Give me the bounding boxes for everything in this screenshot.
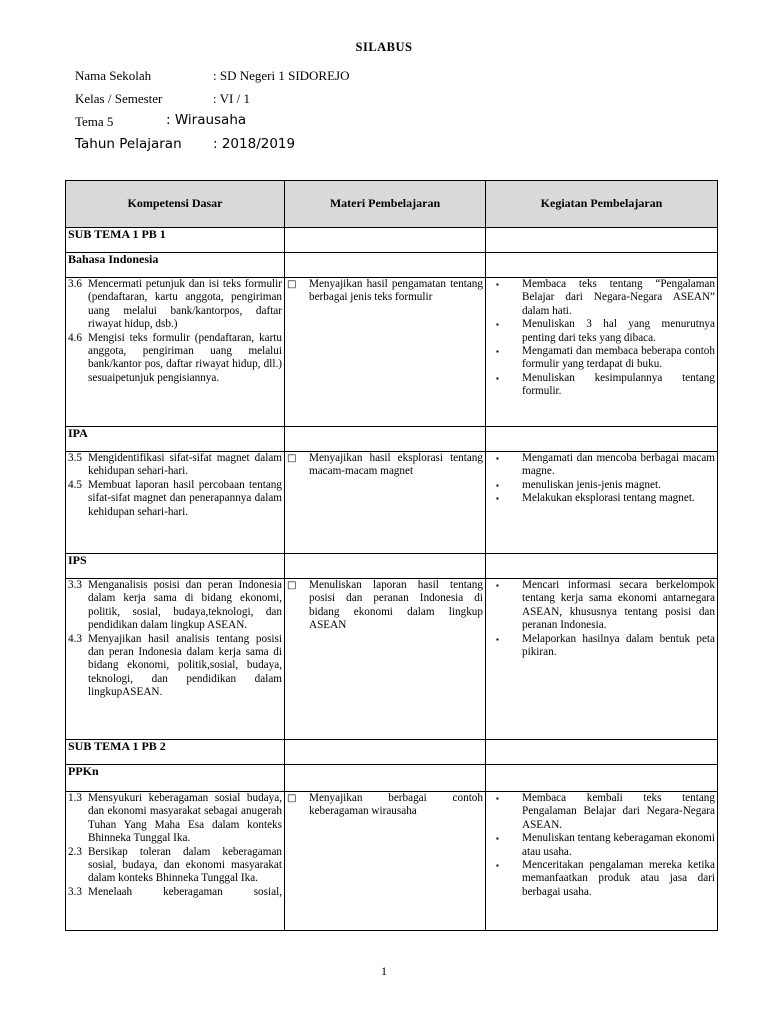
kd-item: 3.3 Menganalisis posisi dan peran Indonesia dalam kerja sama di bidang ekonomi, politik, sosial, budaya,teknologi, dan pendidikan dalam lingkup ASEAN. <box>68 579 282 632</box>
info-label: Tahun Pelajaran <box>75 136 182 152</box>
checkbox-glyph: □ <box>287 279 297 290</box>
list-item: ▪ Mengamati dan membaca beberapa contoh formulir yang terdapat di buku. <box>488 345 715 372</box>
list-item: ▪ Mengamati dan mencoba berbagai macam magne. <box>488 452 715 479</box>
kd-item: 2.3 Bersikap toleran dalam keberagaman sosial, budaya, dan ekonomi masyarakat dalam konteks Bhinneka Tunggal Ika. <box>68 845 282 885</box>
table-row <box>66 579 718 740</box>
info-label: Kelas / Semester <box>75 91 163 106</box>
materi-cell: □ Menyajikan hasil eksplorasi tentang macam-macam magnet <box>285 452 486 554</box>
document-title: SILABUS <box>355 40 413 54</box>
list-item: ▪ Mencari informasi secara berkelompok tentang kerja sama ekonomi antarnegara ASEAN, khususnya tentang posisi dan peranan Indonesia. <box>488 579 715 633</box>
subtheme-title: SUB TEMA 1 PB 2 <box>66 740 285 765</box>
materi-cell: □ Menuliskan laporan hasil tentang posisi dan peranan Indonesia di bidang ekonomi dalam lingkup ASEAN <box>285 579 486 740</box>
info-label: Nama Sekolah <box>75 68 152 83</box>
bullet-icon: ▪ <box>496 634 499 644</box>
header-materi: Materi Pembelajaran <box>285 181 486 228</box>
syllabus-table <box>65 180 718 931</box>
checkbox-glyph: □ <box>287 580 297 591</box>
kd-cell <box>66 278 285 427</box>
list-item: ▪ Membaca kembali teks tentang Pengalaman Belajar dari Negara-Negara ASEAN. <box>488 792 715 832</box>
bullet-icon: ▪ <box>496 373 499 383</box>
subject-title: PPKn <box>66 765 285 792</box>
list-item: ▪ Melaporkan hasilnya dalam bentuk peta pikiran. <box>488 633 715 660</box>
table-row <box>66 792 718 931</box>
table-row <box>66 452 718 554</box>
subtheme-row <box>66 228 718 253</box>
subject-title: IPA <box>66 427 285 452</box>
bullet-icon: ▪ <box>496 494 499 504</box>
info-value: : 2018/2019 <box>213 136 296 152</box>
header-kegiatan: Kegiatan Pembelajaran <box>486 181 718 228</box>
materi-cell: □ Menyajikan hasil pengamatan tentang berbagai jenis teks formulir <box>285 278 486 427</box>
bullet-icon: ▪ <box>496 794 499 803</box>
list-item: ▪ Menuliskan 3 hal yang menurutnya penting dari teks yang dibaca. <box>488 318 715 345</box>
kd-item: 4.3 Menyajikan hasil analisis tentang posisi dan peran Indonesia dalam kerja sama di bidang ekonomi, politik,sosial, budaya, teknologi, dan pendidikan dalam lingkupASEAN. <box>68 632 282 699</box>
bullet-icon: ▪ <box>496 861 499 871</box>
checkbox-glyph: □ <box>287 453 297 464</box>
bullet-icon: ▪ <box>496 480 499 490</box>
bullet-icon: ▪ <box>496 347 499 357</box>
subject-row <box>66 253 718 278</box>
list-item: ▪ Menceritakan pengalaman mereka ketika memanfaatkan produk atau jasa dari berbagai usaha. <box>488 859 715 899</box>
info-value: : VI / 1 <box>213 91 250 106</box>
kd-cell <box>66 792 285 931</box>
subject-title: Bahasa Indonesia <box>66 253 285 278</box>
subject-row <box>66 554 718 579</box>
subject-title: IPS <box>66 554 285 579</box>
bullet-icon: ▪ <box>496 834 499 844</box>
subtheme-row <box>66 740 718 765</box>
list-item: ▪ Menuliskan kesimpulannya tentang formulir. <box>488 372 715 399</box>
subject-row <box>66 427 718 452</box>
header-kompetensi-dasar: Kompetensi Dasar <box>66 181 285 228</box>
kd-item: 4.5 Membuat laporan hasil percobaan tentang sifat-sifat magnet dan penerapannya dalam kehidupan sehari-hari. <box>68 478 282 518</box>
kegiatan-cell <box>486 452 718 554</box>
list-item: ▪ Membaca teks tentang “Pengalaman Belajar dari Negara-Negara ASEAN” dalam hati. <box>488 278 715 318</box>
table-header-row <box>66 181 718 228</box>
kd-cell <box>66 579 285 740</box>
kegiatan-cell <box>486 792 718 931</box>
list-item: ▪ Melakukan eksplorasi tentang magnet. <box>488 492 715 505</box>
bullet-icon: ▪ <box>496 280 499 289</box>
bullet-icon: ▪ <box>496 581 499 590</box>
page-number: 1 <box>381 964 387 978</box>
kegiatan-cell <box>486 579 718 740</box>
list-item: ▪ menuliskan jenis-jenis magnet. <box>488 479 715 492</box>
subtheme-title: SUB TEMA 1 PB 1 <box>66 228 285 253</box>
bullet-icon: ▪ <box>496 454 499 463</box>
info-value: : SD Negeri 1 SIDOREJO <box>213 68 350 83</box>
kegiatan-cell <box>486 278 718 427</box>
subject-row <box>66 765 718 792</box>
table-row <box>66 278 718 427</box>
materi-cell: □ Menyajikan berbagai contoh keberagaman wirausaha <box>285 792 486 931</box>
kd-item: 3.6 Mencermati petunjuk dan isi teks formulir (pendaftaran, kartu anggota, pengiriman uang melalui bank/kantorpos, daftar riwayat hidup, dsb.) <box>68 278 282 331</box>
info-value: : Wirausaha <box>166 112 247 128</box>
info-label: Tema 5 <box>75 114 114 129</box>
kd-item: 3.5 Mengidentifikasi sifat-sifat magnet dalam kehidupan sehari-hari. <box>68 452 282 478</box>
list-item: ▪ Menuliskan tentang keberagaman ekonomi atau usaha. <box>488 832 715 859</box>
checkbox-glyph: □ <box>287 793 297 804</box>
kd-item: 3.3 Menelaah keberagaman sosial, <box>68 885 282 898</box>
kd-item: 4.6 Mengisi teks formulir (pendaftaran, kartu anggota, pengiriman uang melalui bank/kantor pos, daftar riwayat hidup, dll.) sesuaipetunjuk pengisiannya. <box>68 331 282 384</box>
kd-item: 1.3 Mensyukuri keberagaman sosial budaya, dan ekonomi masyarakat sebagai anugerah Tuhan Yang Maha Esa dalam konteks Bhinneka Tunggal Ika. <box>68 792 282 845</box>
kd-cell <box>66 452 285 554</box>
bullet-icon: ▪ <box>496 320 499 330</box>
